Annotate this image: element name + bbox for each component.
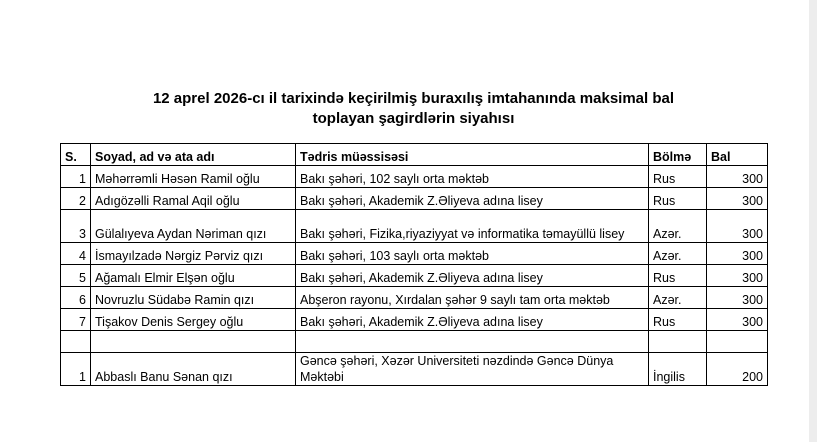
row-number: 4: [61, 243, 91, 265]
row-name: Ağamalı Elmir Elşən oğlu: [91, 265, 296, 287]
row-number: 3: [61, 210, 91, 243]
header-school: Tədris müəssisəsi: [296, 144, 649, 166]
table-row: [61, 166, 768, 188]
table-row: [61, 188, 768, 210]
row-school: Bakı şəhəri, Akademik Z.Əliyeva adına lisey: [296, 309, 649, 331]
row-number: 6: [61, 287, 91, 309]
row-score: 300: [707, 287, 768, 309]
row-score: 300: [707, 166, 768, 188]
row-section: Azər.: [649, 287, 707, 309]
table-row: [61, 309, 768, 331]
row-name: [91, 331, 296, 353]
header-number: S.: [61, 144, 91, 166]
row-school: Bakı şəhəri, Akademik Z.Əliyeva adına lisey: [296, 265, 649, 287]
row-section: İngilis: [649, 353, 707, 386]
table-row-empty: [61, 331, 768, 353]
row-school: Bakı şəhəri, Akademik Z.Əliyeva adına lisey: [296, 188, 649, 210]
row-score: 300: [707, 243, 768, 265]
row-score: 300: [707, 309, 768, 331]
row-score: 300: [707, 188, 768, 210]
row-section: Azər.: [649, 243, 707, 265]
row-number: [61, 331, 91, 353]
row-section: Rus: [649, 265, 707, 287]
table-row: [61, 210, 768, 243]
row-number: 1: [61, 166, 91, 188]
row-school: Bakı şəhəri, 103 saylı orta məktəb: [296, 243, 649, 265]
page-edge: [809, 0, 817, 442]
row-section: [649, 331, 707, 353]
table-row: [61, 243, 768, 265]
row-score: 200: [707, 353, 768, 386]
row-score: [707, 331, 768, 353]
row-score: 300: [707, 265, 768, 287]
table-header-row: [61, 144, 768, 166]
row-section: Rus: [649, 188, 707, 210]
row-section: Azər.: [649, 210, 707, 243]
row-name: Tişakov Denis Sergey oğlu: [91, 309, 296, 331]
row-section: Rus: [649, 309, 707, 331]
title-line-1: 12 aprel 2026-cı il tarixində keçirilmiş buraxılış imtahanında maksimal bal: [152, 90, 675, 107]
row-school: Abşeron rayonu, Xırdalan şəhər 9 saylı tam orta məktəb: [296, 287, 649, 309]
row-number: 7: [61, 309, 91, 331]
table-row: [61, 353, 768, 386]
row-number: 2: [61, 188, 91, 210]
row-name: Gülalıyeva Aydan Nəriman qızı: [91, 210, 296, 243]
row-name: Adıgözəlli Ramal Aqil oğlu: [91, 188, 296, 210]
row-number: 1: [61, 353, 91, 386]
row-name: İsmayılzadə Nərgiz Pərviz qızı: [91, 243, 296, 265]
row-name: Məhərrəmli Həsən Ramil oğlu: [91, 166, 296, 188]
results-table: [60, 143, 768, 386]
row-section: Rus: [649, 166, 707, 188]
row-name: Novruzlu Südabə Ramin qızı: [91, 287, 296, 309]
row-name: Abbaslı Banu Sənan qızı: [91, 353, 296, 386]
title-line-2: toplayan şagirdlərin siyahısı: [312, 110, 515, 127]
row-school: Bakı şəhəri, 102 saylı orta məktəb: [296, 166, 649, 188]
table-row: [61, 265, 768, 287]
document-title: [60, 89, 767, 129]
row-school: Gəncə şəhəri, Xəzər Universiteti nəzdində Gəncə Dünya Məktəbi: [296, 353, 649, 386]
table-row: [61, 287, 768, 309]
row-school: Bakı şəhəri, Fizika,riyaziyyat və informatika təmayüllü lisey: [296, 210, 649, 243]
header-score: Bal: [707, 144, 768, 166]
header-section: Bölmə: [649, 144, 707, 166]
row-score: 300: [707, 210, 768, 243]
row-number: 5: [61, 265, 91, 287]
row-school: [296, 331, 649, 353]
header-name: Soyad, ad və ata adı: [91, 144, 296, 166]
